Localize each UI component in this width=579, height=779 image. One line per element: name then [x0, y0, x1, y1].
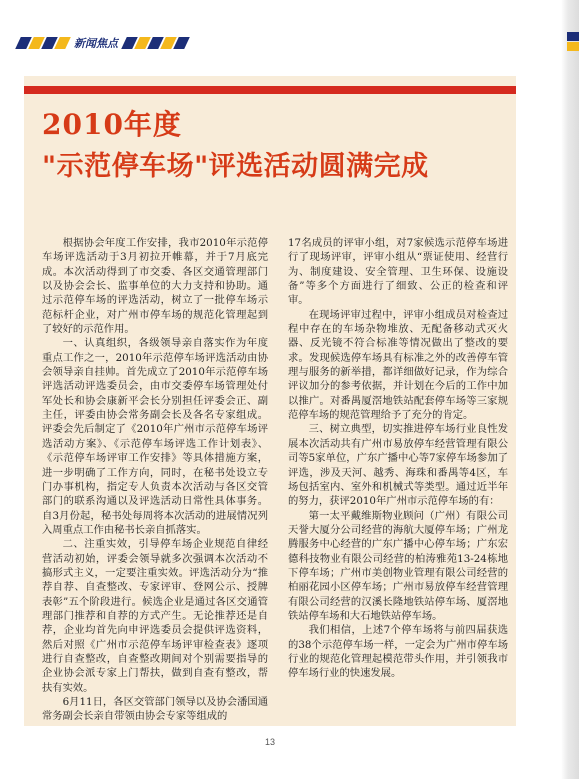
paragraph: 三、树立典型，切实推进停车场行业良性发展本次活动共有广州市易放停车经营管理有限公司等5家单位，广东广播中心等7家停车场参加了评选，涉及天河、越秀、海珠和番禺等4区，车场包括室内、室外和机械式等类型。通过近半年的努力，获评2010年广州市示范停车场的有： [288, 423, 508, 508]
adjacent-page-marker [567, 32, 579, 58]
paragraph: 第一太平戴维斯物业顾问（广州）有限公司天誉大厦分公司经营的海航大厦停车场；广州龙腾服务中心经营的广东广播中心停车场；广东宏德科技物业有限公司经营的柏涛雅苑13-24栋地下停车场；广州市美创物业管理有限公司经营的柏丽花园小区停车场；广州市易放停车经营管理有限公司经营的汉溪长隆地铁站停车场、厦滘地铁站停车场和大石地铁站停车场。 [288, 509, 508, 622]
article-title: "示范停车场"评选活动圆满完成 [42, 151, 429, 182]
page-number: 13 [264, 737, 275, 747]
header-stripes-left [18, 37, 68, 49]
paragraph: 在现场评审过程中，评审小组成员对检查过程中存在的车场杂物堆放、无配备移动式灭火器、反光镜不符合标准等情况做出了整改的要求。发现候选停车场具有标准之外的改善停车管理与服务的新举措，都详细做好记录，作为综合评议加分的参考依据，并计划在今后的工作中加以推广。对番禺厦滘地铁站配套停车场等三家规范停车场的规范管理给予了充分的肯定。 [288, 308, 508, 422]
page-edge-shadow [561, 0, 579, 779]
section-header [18, 36, 187, 50]
paragraph: 一、认真组织，各级领导亲自落实作为年度重点工作之一，2010年示范停车场评选活动由协会领导亲自挂帅。首先成立了2010年示范停车场评选活动评选委员会，由市交委停车场管理处付军处长和协会康新平会长分别担任评委会正、副主任，评委由协会常务副会长及各名专家组成。评委会先后制定了《2010年广州市示范停车场评选活动方案》、《示范停车场评选工作计划表》、《示范停车场评审工作安排》等具体措施方案，进一步明确了工作方向，同时，在秘书处设立专门办事机构，指定专人负责本次活动与各区交管部门的联系沟通以及评选活动日常性具体事务。自3月份起，秘书处每周将本次活动的进展情况列入周重点工作由秘书长亲自抓落实。 [42, 337, 268, 536]
header-stripes-right [124, 37, 187, 49]
paragraph: 根据协会年度工作安排，我市2010年示范停车场评选活动于3月初拉开帷幕，并于7月底完成。本次活动得到了市交委、各区交通管理部门以及协会会长、监事单位的大力支持和协助。通过示范停车场的评选活动，树立了一批停车场示范标杆企业，对广州市停车场的规范化管理起到了较好的示范作用。 [42, 237, 268, 336]
paragraph: 6月11日，各区交管部门领导以及协会潘国通常务副会长亲自带领由协会专家等组成的 [42, 696, 268, 723]
article-title-year: 2010年度 [42, 108, 182, 141]
article-column-right [288, 236, 508, 681]
paragraph: 我们相信，上述7个停车场将与前四届获选的38个示范停车场一样，一定会为广州市停车场行业的规范化管理起模范带头作用，并引领我市停车场行业的快速发展。 [288, 624, 508, 680]
title-accent-bar [24, 86, 516, 94]
section-label: 新闻焦点 [74, 37, 118, 50]
article-column-left [42, 236, 268, 724]
paragraph: 二、注重实效，引导停车场企业规范自律经营活动初始，评委会领导就多次强调本次活动不搞形式主义，一定要注重实效。评选活动分为“推荐自荐、自查整改、专家评审、登网公示、授牌表彰”五个阶段进行。候选企业是通过各区交通管理部门推荐和自荐的方式产生。无论推荐还是自荐，企业均首先向申评选委员会提供评选资料，然后对照《广州市示范停车场评审检查表》逐项进行自查整改，自查整改期间对个别需要指导的企业协会派专家上门帮扶，做到自查有整改，帮扶有实效。 [42, 538, 268, 694]
paragraph-continued: 17名成员的评审小组，对7家候选示范停车场进行了现场评审，评审小组从“票证使用、经营行为、制度建设、安全管理、卫生环保、设施设备”等多个方面进行了细致、公正的检查和评审。 [288, 237, 508, 307]
